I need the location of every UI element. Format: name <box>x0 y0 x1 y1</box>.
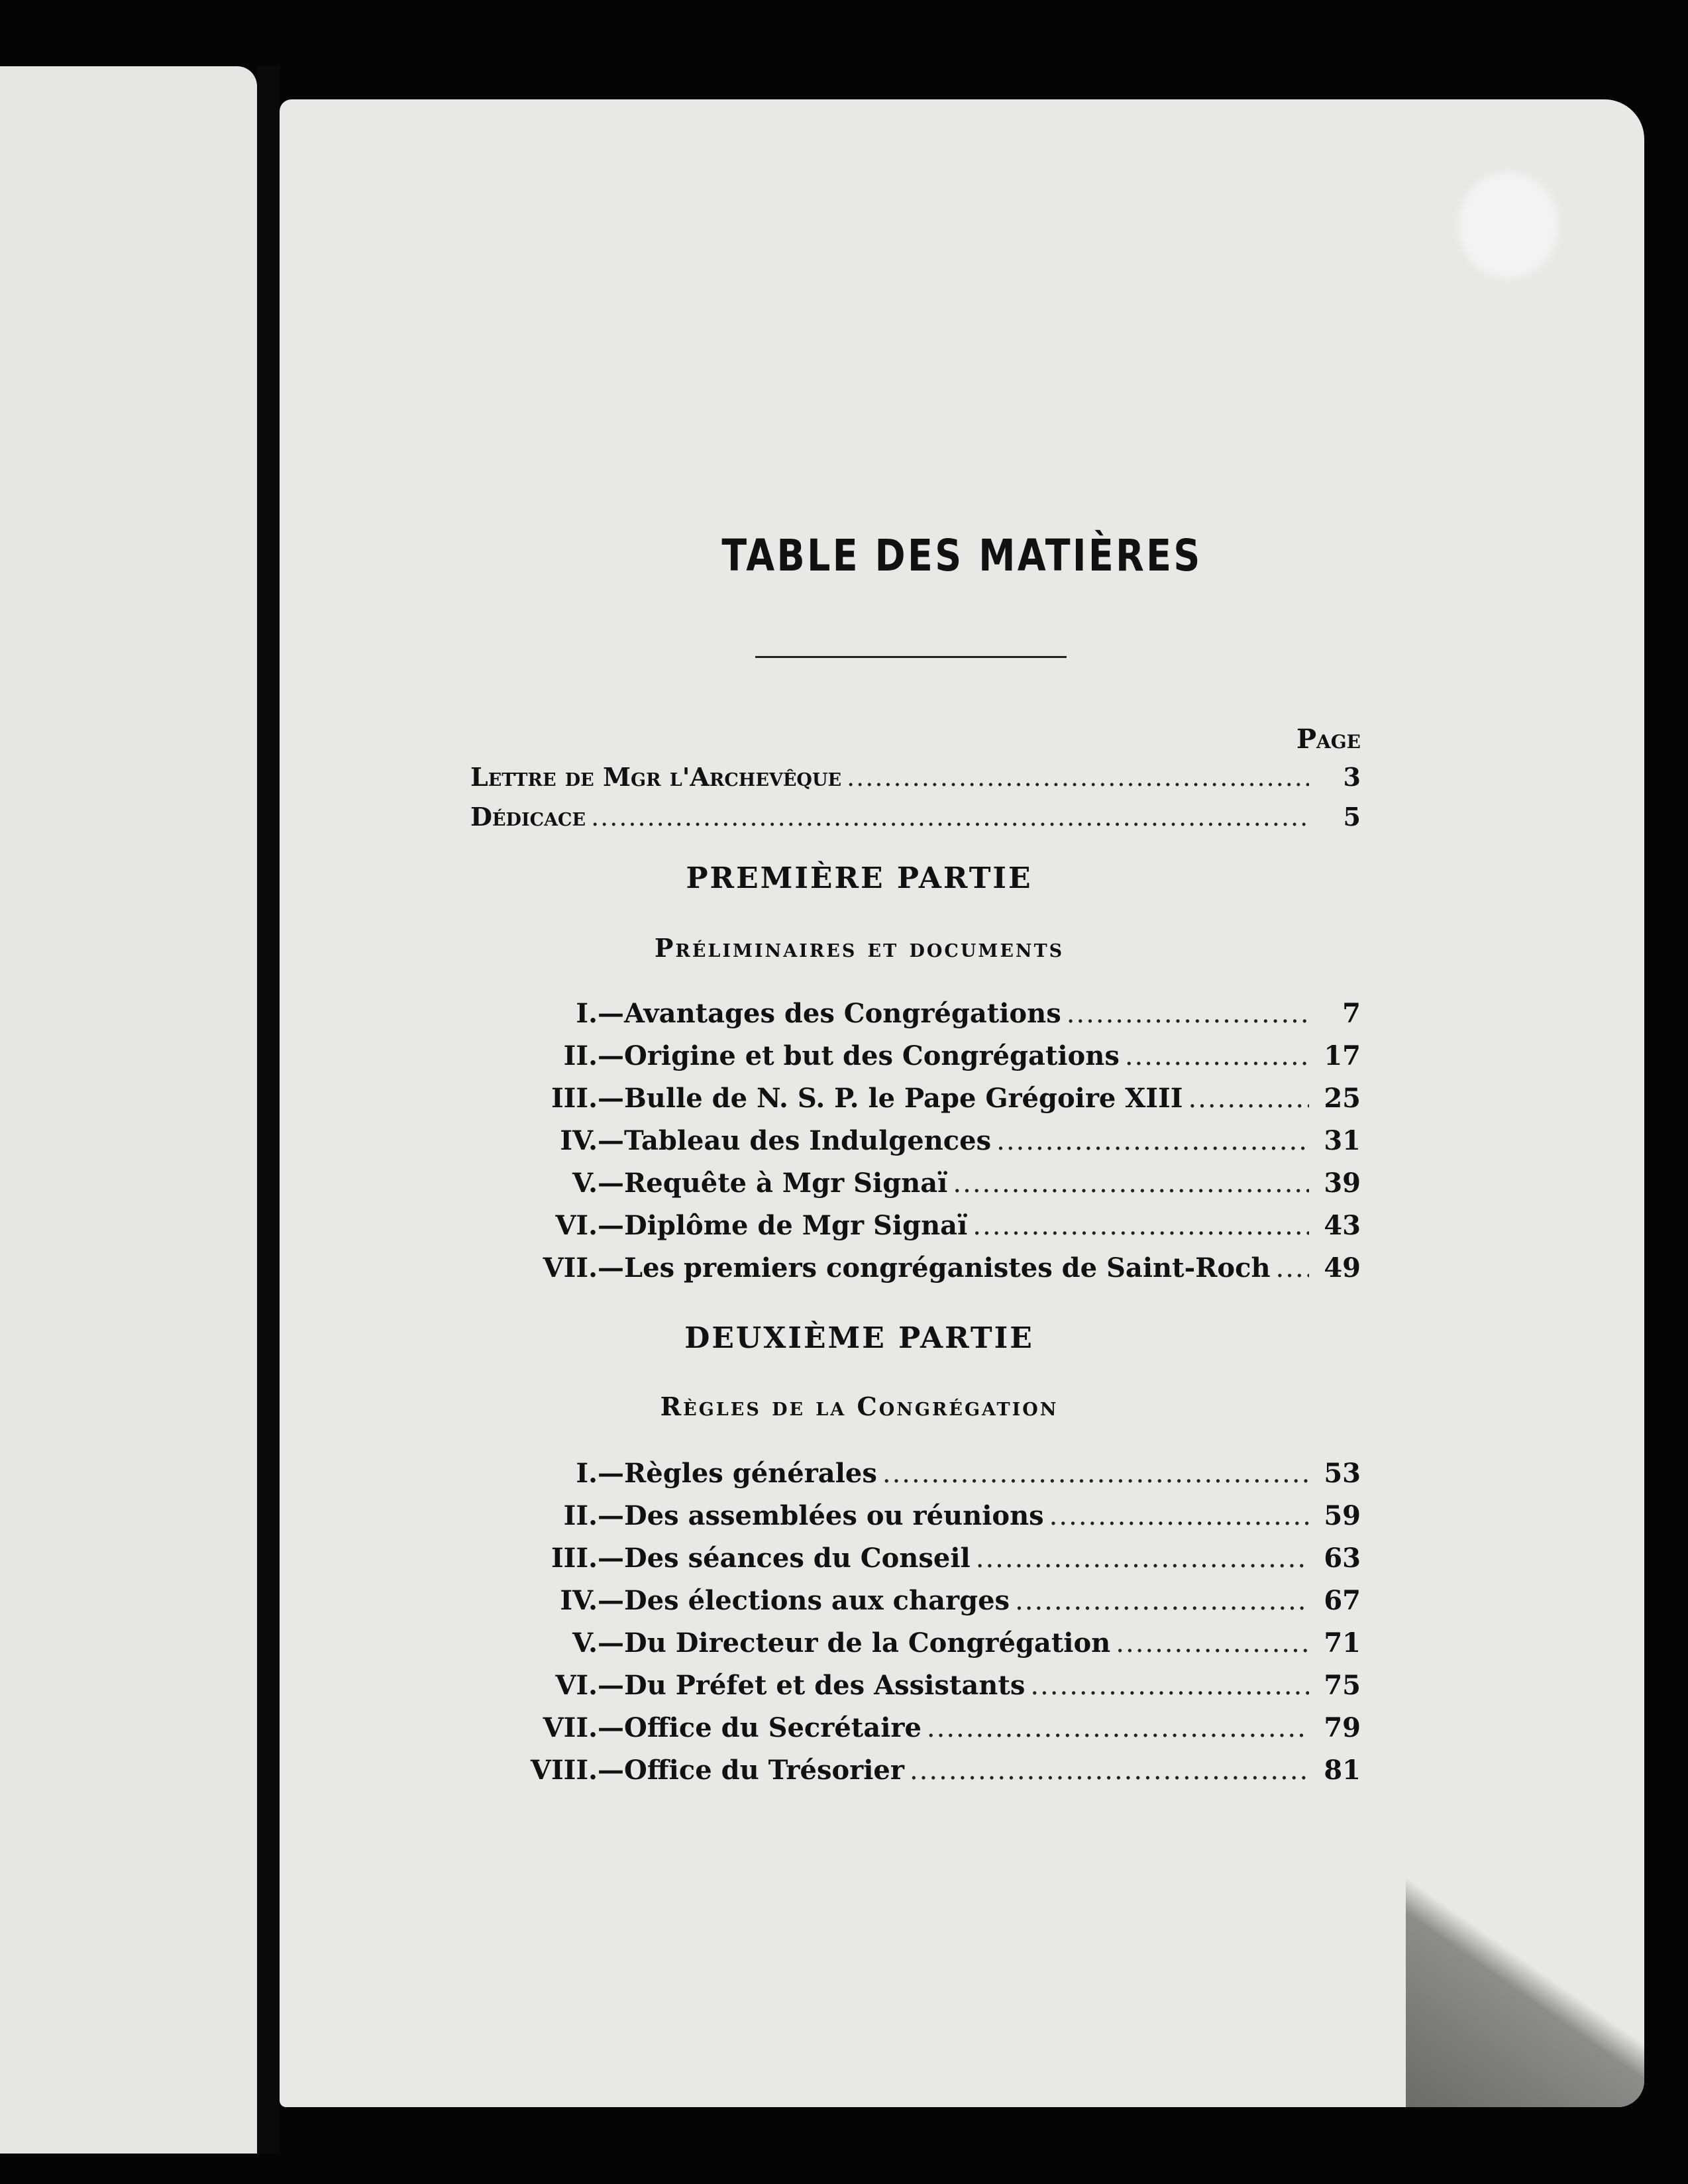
toc-entry-text <box>465 1670 1025 1701</box>
title-divider <box>755 656 1067 658</box>
dot-leader <box>1030 1670 1309 1701</box>
toc-entry-page: 17 <box>1324 1040 1361 1071</box>
toc-entry-title: Requête à Mgr Signaï <box>624 1168 948 1199</box>
toc-entry <box>465 1500 1361 1531</box>
dot-leader <box>1188 1083 1309 1114</box>
page-column-header: Page <box>1296 724 1361 755</box>
toc-entry-text <box>465 1040 1120 1071</box>
toc-entry-page: 25 <box>1324 1083 1361 1114</box>
toc-entry <box>465 1083 1361 1114</box>
toc-entry <box>465 1755 1361 1786</box>
section-numeral: VII.— <box>543 1712 624 1743</box>
section-numeral: III.— <box>551 1543 624 1574</box>
toc-entry-title: Des séances du Conseil <box>624 1543 971 1574</box>
toc-entry-title: Du Préfet et des Assistants <box>624 1670 1026 1701</box>
toc-entry <box>465 1252 1361 1283</box>
section-numeral: I.— <box>576 1458 624 1489</box>
toc-entry-title: Origine et but des Congrégations <box>624 1040 1120 1071</box>
toc-entry <box>465 1125 1361 1156</box>
toc-entry-title: Les premiers congréganistes de Saint-Roch <box>624 1252 1271 1283</box>
dot-leader <box>976 1543 1309 1574</box>
toc-entry-page: 3 <box>1343 762 1361 792</box>
toc-entry-page: 39 <box>1324 1168 1361 1199</box>
toc-entry-text <box>465 1168 947 1199</box>
toc-entry <box>465 1670 1361 1701</box>
right-page <box>280 99 1644 2107</box>
toc-entry-text <box>465 1458 877 1489</box>
toc-entry-page: 67 <box>1324 1585 1361 1616</box>
part-one-subheading: Préliminaires et documents <box>654 933 1065 963</box>
toc-entry <box>465 1712 1361 1743</box>
toc-entry-title: Tableau des Indulgences <box>624 1125 992 1156</box>
dot-leader <box>1049 1501 1309 1531</box>
toc-entry-title: Office du Secrétaire <box>624 1712 922 1743</box>
book-spine <box>257 66 280 2154</box>
section-numeral: III.— <box>551 1083 624 1114</box>
section-numeral: II.— <box>563 1040 624 1071</box>
dot-leader <box>953 1168 1309 1199</box>
toc-entry-page: 53 <box>1324 1458 1361 1489</box>
toc-entry-title: Du Directeur de la Congrégation <box>624 1627 1111 1659</box>
toc-entry <box>465 1040 1361 1071</box>
left-page <box>0 66 257 2154</box>
toc-entry-text <box>465 1083 1183 1114</box>
section-numeral: VI.— <box>555 1670 624 1701</box>
section-numeral: V.— <box>572 1168 624 1199</box>
toc-entry-title: Des assemblées ou réunions <box>624 1500 1044 1531</box>
section-numeral: IV.— <box>560 1125 624 1156</box>
toc-entry-title: Diplôme de Mgr Signaï <box>624 1210 968 1241</box>
dot-leader <box>910 1755 1309 1786</box>
toc-entry-page: 7 <box>1342 998 1361 1029</box>
toc-entry-text <box>465 1585 1010 1616</box>
part-one-heading: PREMIÈRE PARTIE <box>686 861 1033 895</box>
toc-entry <box>465 1585 1361 1616</box>
dot-leader <box>847 763 1309 792</box>
toc-entry-dedicace <box>470 802 1361 832</box>
toc-entry-page: 5 <box>1343 802 1361 832</box>
page-title: TABLE DES MATIÈRES <box>721 530 1202 581</box>
toc-entry-title: Dédicace <box>470 802 586 832</box>
dot-leader <box>996 1126 1309 1156</box>
toc-entry <box>465 1627 1361 1659</box>
toc-entry-text <box>465 1125 991 1156</box>
toc-entry <box>465 1458 1361 1489</box>
section-numeral: VIII.— <box>530 1755 624 1786</box>
toc-entry <box>465 1168 1361 1199</box>
dot-leader <box>973 1211 1309 1241</box>
toc-entry-lettre <box>470 762 1361 792</box>
section-numeral: I.— <box>576 998 624 1029</box>
toc-entry-page: 59 <box>1324 1500 1361 1531</box>
toc-entry-title: Règles générales <box>624 1458 877 1489</box>
toc-entry-page: 63 <box>1324 1543 1361 1574</box>
toc-entry-page: 43 <box>1324 1210 1361 1241</box>
toc-entry-page: 79 <box>1324 1712 1361 1743</box>
toc-entry-page: 81 <box>1324 1755 1361 1786</box>
section-numeral: II.— <box>563 1500 624 1531</box>
toc-entry-page: 31 <box>1324 1125 1361 1156</box>
toc-entry-text <box>465 1252 1271 1283</box>
paper-stain <box>1459 172 1558 278</box>
toc-entry <box>465 1210 1361 1241</box>
section-numeral: VII.— <box>543 1252 624 1283</box>
toc-entry-text <box>465 1712 922 1743</box>
worn-corner <box>1406 1763 1644 2107</box>
dot-leader <box>1067 999 1309 1029</box>
section-numeral: IV.— <box>560 1585 624 1616</box>
toc-entry-title: Bulle de N. S. P. le Pape Grégoire XIII <box>624 1083 1183 1114</box>
toc-entry-title: Office du Trésorier <box>624 1755 904 1786</box>
toc-entry-text <box>465 1210 967 1241</box>
section-numeral: V.— <box>572 1627 624 1659</box>
toc-entry-title: Des élections aux charges <box>624 1585 1010 1616</box>
dot-leader <box>882 1458 1309 1489</box>
dot-leader <box>1276 1253 1309 1283</box>
part-two-subheading: Règles de la Congrégation <box>660 1392 1059 1421</box>
toc-entry-text <box>465 1627 1110 1659</box>
part-two-heading: DEUXIÈME PARTIE <box>684 1321 1034 1355</box>
toc-entry-text <box>465 1543 971 1574</box>
dot-leader <box>591 802 1309 832</box>
dot-leader <box>1125 1041 1309 1071</box>
dot-leader <box>1015 1586 1309 1616</box>
toc-entry-page: 49 <box>1324 1252 1361 1283</box>
dot-leader <box>927 1713 1309 1743</box>
toc-entry-page: 71 <box>1324 1627 1361 1659</box>
toc-entry <box>465 998 1361 1029</box>
toc-entry-text <box>465 998 1061 1029</box>
dot-leader <box>1116 1628 1309 1659</box>
toc-entry-title: Lettre de Mgr l'Archevêque <box>470 762 842 792</box>
toc-entry <box>465 1543 1361 1574</box>
toc-entry-page: 75 <box>1324 1670 1361 1701</box>
toc-entry-title: Avantages des Congrégations <box>624 998 1061 1029</box>
toc-entry-text <box>465 1755 904 1786</box>
toc-entry-text <box>465 1500 1044 1531</box>
section-numeral: VI.— <box>555 1210 624 1241</box>
